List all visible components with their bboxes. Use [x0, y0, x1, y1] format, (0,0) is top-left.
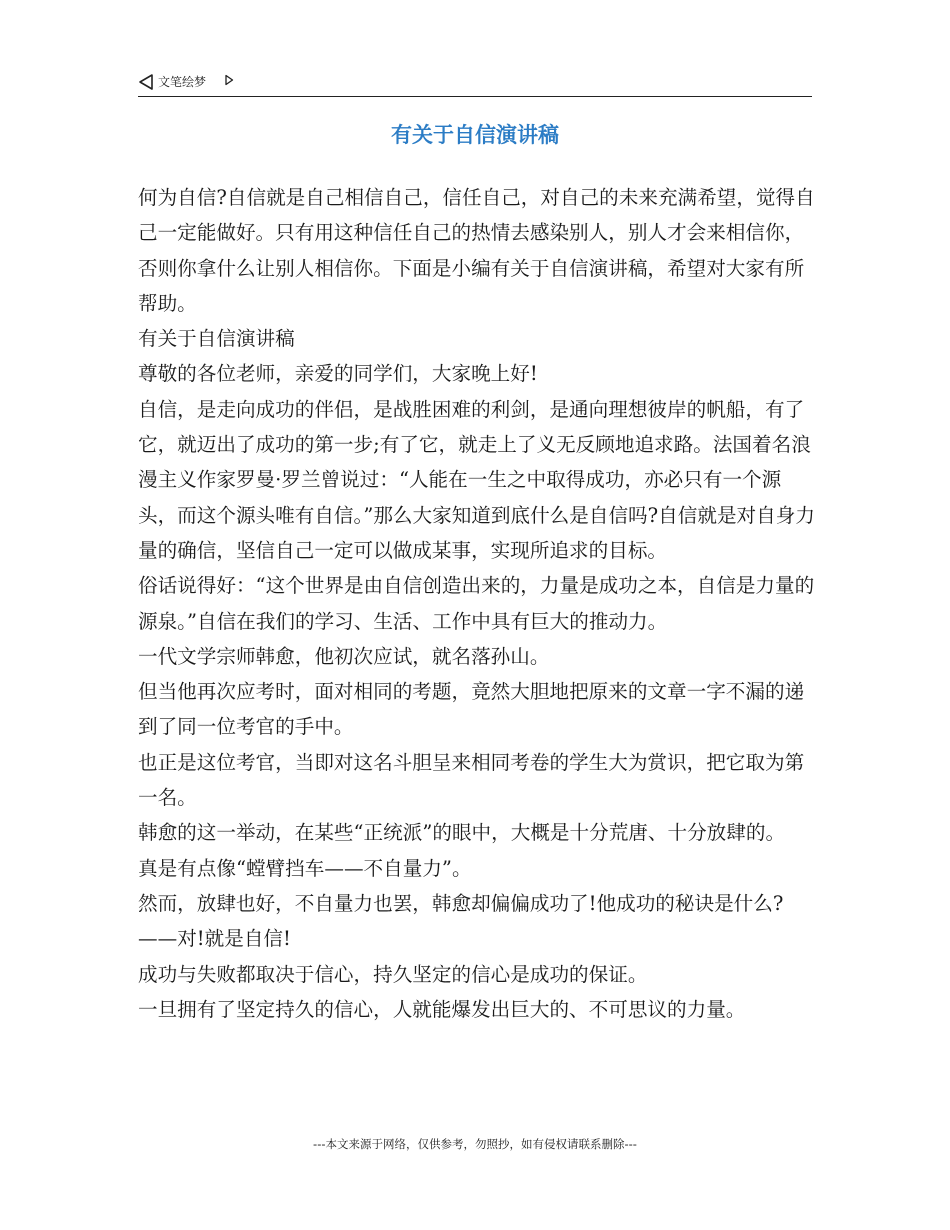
paragraph: 韩愈的这一举动，在某些“正统派”的眼中，大概是十分荒唐、十分放肆的。	[138, 821, 786, 845]
paragraph: 但当他再次应考时，面对相同的考题，竟然大胆地把原来的文章一字不漏的递到了同一位考官的手中。	[138, 680, 805, 739]
document-title: 有关于自信演讲稿	[391, 123, 559, 147]
paragraph: 自信，是走向成功的伴侣，是战胜困难的利剑，是通向理想彼岸的帆船，有了它，就迈出了成功的第一步;有了它，就走上了义无反顾地追求路。法国着名浪漫主义作家罗曼·罗兰曾说过：“人能在一生之中取得成功，亦必只有一个源头，而这个源头唯有自信。”那么大家知道到底什么是自信吗?自信就是对自身力量的确信，坚信自己一定可以做成某事，实现所追求的目标。	[138, 397, 815, 562]
triangle-left-icon	[138, 73, 154, 91]
paragraph-greeting: 尊敬的各位老师，亲爱的同学们，大家晚上好!	[138, 362, 538, 386]
paragraph: 一代文学宗师韩愈，他初次应试，就名落孙山。	[138, 644, 550, 668]
footer-disclaimer: ---本文来源于网络，仅供参考，勿照抄，如有侵权请联系删除---	[313, 1137, 637, 1151]
triangle-right-icon	[224, 74, 234, 86]
document-body	[138, 180, 820, 1027]
header-title: 文笔绘梦	[158, 75, 207, 89]
paragraph-intro: 何为自信?自信就是自己相信自己，信任自己，对自己的未来充满希望，觉得自己一定能做好。只有用这种信任自己的热情去感染别人，别人才会来相信你，否则你拿什么让别人相信你。下面是小编有关于自信演讲稿，希望对大家有所帮助。	[138, 186, 815, 315]
paragraph: 一旦拥有了坚定持久的信心，人就能爆发出巨大的、不可思议的力量。	[138, 997, 746, 1021]
page-header	[138, 70, 812, 97]
paragraph-subtitle: 有关于自信演讲稿	[138, 327, 295, 351]
paragraph: 也正是这位考官，当即对这名斗胆呈来相同考卷的学生大为赏识，把它取为第一名。	[138, 750, 805, 810]
paragraph: 然而，放肆也好，不自量力也罢，韩愈却偏偏成功了!他成功的秘诀是什么?——对!就是自信!	[138, 891, 784, 951]
paragraph: 真是有点像“螳臂挡车——不自量力”。	[138, 856, 472, 880]
paragraph: 俗话说得好：“这个世界是由自信创造出来的，力量是成功之本，自信是力量的源泉。”自信在我们的学习、生活、工作中具有巨大的推动力。	[138, 574, 815, 633]
paragraph: 成功与失败都取决于信心，持久坚定的信心是成功的保证。	[138, 962, 648, 986]
